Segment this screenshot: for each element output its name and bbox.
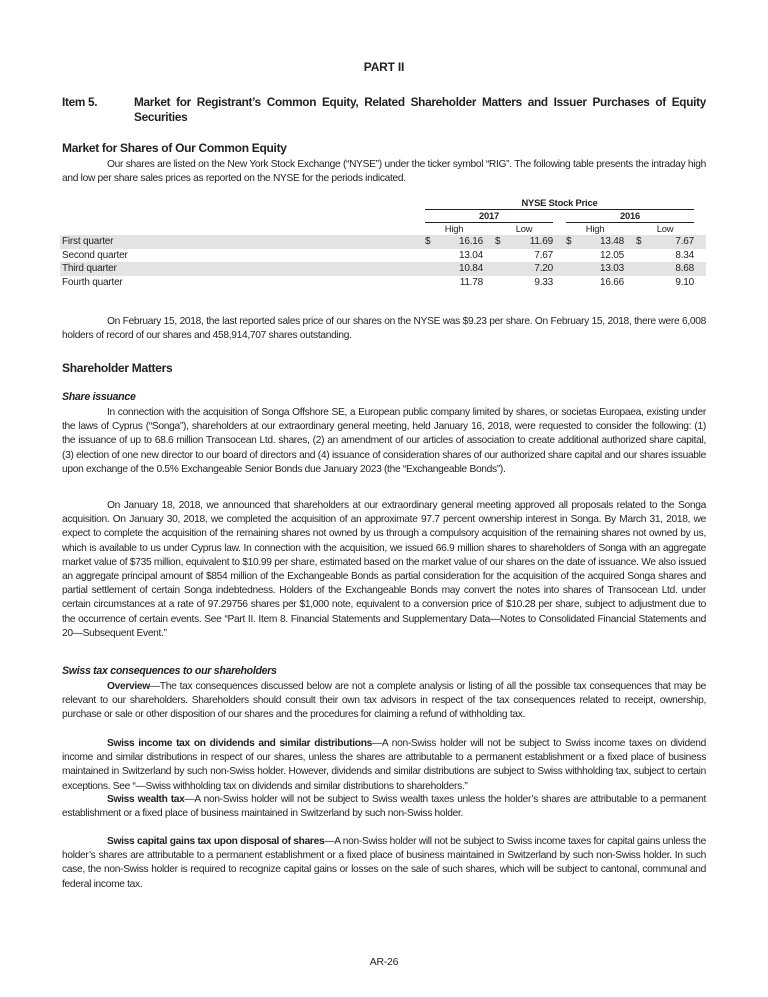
last-price-paragraph: On February 15, 2018, the last reported sales price of our shares on the NYSE was $9.23 per share. On February 15, 2018, there were 6,008 holders of record of our shares and 458,914,707 shares outstanding. [62, 316, 706, 342]
cell-high-2016: 13.48 [599, 236, 624, 247]
cell-high-2017: 16.16 [458, 236, 483, 247]
shareholder-matters-heading: Shareholder Matters [62, 361, 173, 375]
cell-high-2016: 13.03 [599, 263, 624, 274]
cell-low-2017: 7.20 [534, 263, 553, 274]
cell-low-2016: 8.68 [675, 263, 694, 274]
part-title: PART II [363, 60, 405, 74]
col-header-high-2017: High [444, 223, 464, 234]
col-header-low-2017: Low [515, 223, 533, 234]
table-row [60, 249, 706, 263]
market-intro-paragraph: Our shares are listed on the New York Stock Exchange (“NYSE”) under the ticker symbol “RIG”. The following table presents the intraday high and low per share sales prices as reported on the NYSE for the periods indicated. [62, 159, 706, 185]
cell-low-2017: 9.33 [534, 276, 553, 288]
row-label: Third quarter [62, 263, 117, 274]
cell-low-2016: 9.10 [675, 276, 694, 288]
col-header-high-2016: High [585, 223, 605, 234]
year-header-2017: 2017 [478, 210, 500, 221]
currency-symbol: $ [425, 236, 431, 247]
currency-symbol: $ [495, 236, 501, 247]
page-number: AR-26 [369, 957, 399, 968]
swiss-wealth-tax-paragraph: Swiss wealth tax—A non-Swiss holder will not be subject to Swiss wealth taxes unless the holder’s shares are attributable to a permanent establishment or a fixed place of business maintained in Switzerland by such non-Swiss holder. [62, 794, 706, 820]
cell-low-2017: 11.69 [529, 236, 553, 247]
table-row [60, 235, 706, 249]
cell-high-2017: 13.04 [458, 249, 483, 261]
share-issuance-paragraph-1: In connection with the acquisition of Songa Offshore SE, a European public company limited by shares, or societas Europaea, existing under the laws of Cyprus (“Songa”), shareholders at our extraordinary general meeting, held January 16, 2018, were requested to consider the following: (1) the issuance of up to 68.6 million Transocean Ltd. shares, (2) an amendment of our articles of association to create additional authorized share capital, (3) election of one new director to our board of directors and (4) issuance of consideration shares of our authorized share capital and our shares issuable upon exchange of the 0.5% Exchangeable Senior Bonds due January 2023 (the “Exchangeable Bonds”). [62, 407, 706, 475]
cell-high-2016: 16.66 [599, 276, 624, 288]
cell-low-2016: 8.34 [675, 249, 694, 261]
table-row [60, 262, 706, 276]
cell-low-2016: 7.67 [675, 236, 694, 247]
row-label: Fourth quarter [62, 276, 123, 288]
table-row [60, 276, 706, 290]
stock-price-table [60, 197, 706, 297]
row-label: Second quarter [62, 249, 128, 261]
item-title: Market for Registrant’s Common Equity, Related Shareholder Matters and Issuer Purchases of Equity Securities [134, 95, 706, 124]
cell-high-2017: 10.84 [458, 263, 483, 274]
col-header-low-2016: Low [656, 223, 674, 234]
cell-low-2017: 7.67 [534, 249, 553, 261]
swiss-tax-overview: Overview—The tax consequences discussed below are not a complete analysis or listing of all the possible tax consequences that may be relevant to our shareholders. Shareholders should consult their own tax advisors in respect of the tax consequences related to receipt, ownership, purchase or sale or other disposition of our shares and the procedures for claiming a refund of withholding tax. [62, 681, 706, 721]
currency-symbol: $ [636, 236, 642, 247]
swiss-tax-heading: Swiss tax consequences to our shareholders [62, 665, 277, 677]
cell-high-2016: 12.05 [599, 249, 624, 261]
item-number: Item 5. [62, 95, 98, 109]
swiss-income-tax-paragraph: Swiss income tax on dividends and similar distributions—A non-Swiss holder will not be subject to Swiss income taxes on dividend income and similar distributions in respect of our shares, unless the shares are attributable to a permanent establishment or a fixed place of business maintained in Switzerland by such non-Swiss holder. However, dividends and similar distributions are subject to Swiss withholding tax, subject to certain exceptions. See “—Swiss withholding tax on dividends and similar distributions to shareholders.” [62, 738, 706, 792]
currency-symbol: $ [566, 236, 572, 247]
swiss-capital-gains-paragraph: Swiss capital gains tax upon disposal of shares—A non-Swiss holder will not be subject to Swiss income taxes for capital gains unless the holder’s shares are attributable to a permanent establishment or a fixed place of business maintained in Switzerland by such non-Swiss holder. In such case, the non-Swiss holder is required to recognize capital gains or losses on the sale of such shares, which will be subject to cantonal, communal and federal income tax. [62, 836, 707, 890]
year-header-2016: 2016 [619, 210, 641, 221]
share-issuance-heading: Share issuance [62, 391, 136, 403]
cell-high-2017: 11.78 [459, 276, 483, 288]
row-label: First quarter [62, 236, 114, 247]
market-section-heading: Market for Shares of Our Common Equity [62, 141, 287, 155]
table-caption: NYSE Stock Price [521, 197, 598, 208]
share-issuance-paragraph-2: On January 18, 2018, we announced that shareholders at our extraordinary general meeting approved all proposals related to the Songa acquisition. On January 30, 2018, we completed the acquisition of an approximate 97.7 percent ownership interest in Songa. By March 31, 2018, we expect to complete the acquisition of the remaining shares not owned by us through a compulsory acquisition of the remaining shares not owned by us, which is available to us under Cyprus law. In connection with the acquisition, we issued 66.9 million shares to shareholders of Songa with an aggregate market value of $735 million, equivalent to $10.99 per share, estimated based on the market value of our shares on the date of issuance. We also issued an aggregate principal amount of $854 million of the Exchangeable Bonds as partial consideration for the acquisition of the acquired Songa shares and partial settlement of certain Songa indebtedness. Holders of the Exchangeable Bonds may convert the notes into shares of Transocean Ltd. under certain circumstances at a rate of 97.29756 shares per $1,000 note, equivalent to a conversion price of $10.28 per share, subject to adjustment due to the occurrence of certain events. See “Part II. Item 8. Financial Statements and Supplementary Data—Notes to Consolidated Financial Statements and 20—Subsequent Event.” [62, 500, 706, 639]
